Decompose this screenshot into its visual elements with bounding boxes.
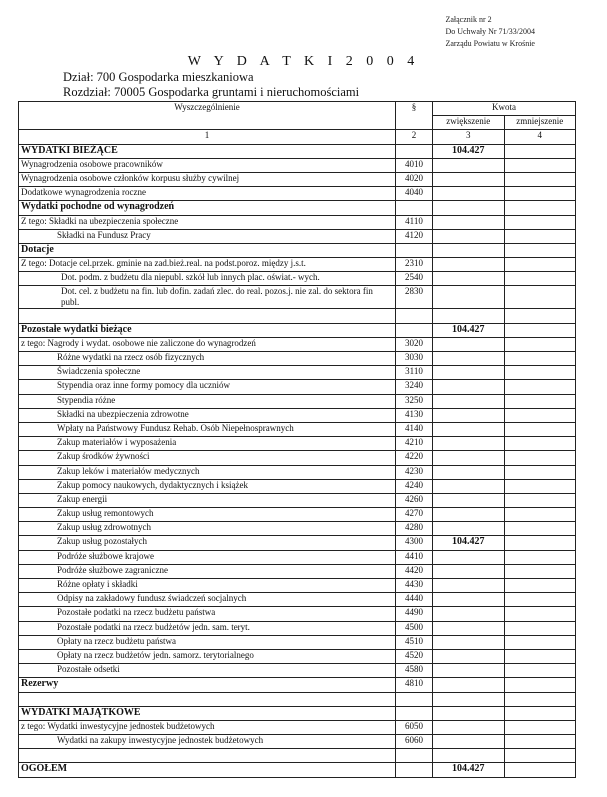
- spacer-cell: [433, 309, 505, 323]
- row-paragraph: 4220: [396, 451, 433, 465]
- row-label: Wydatki na zakupy inwestycyjne jednostek budżetowych: [19, 735, 396, 749]
- table-row: [19, 706, 576, 720]
- row-increase: [433, 215, 505, 229]
- spacer-cell: [396, 309, 433, 323]
- row-paragraph: 4230: [396, 465, 433, 479]
- spacer-cell: [396, 692, 433, 706]
- row-decrease: [504, 380, 576, 394]
- row-paragraph: 3250: [396, 394, 433, 408]
- row-increase: [433, 437, 505, 451]
- row-paragraph: 4490: [396, 607, 433, 621]
- row-label: Różne wydatki na rzecz osób fizycznych: [19, 352, 396, 366]
- row-paragraph: [396, 201, 433, 215]
- row-paragraph: 3110: [396, 366, 433, 380]
- row-paragraph: 4210: [396, 437, 433, 451]
- row-paragraph: 2540: [396, 272, 433, 286]
- table-row: [19, 258, 576, 272]
- row-label: Dodatkowe wynagrodzenia roczne: [19, 187, 396, 201]
- row-decrease: [504, 422, 576, 436]
- row-decrease: [504, 621, 576, 635]
- row-label: WYDATKI BIEŻĄCE: [19, 144, 396, 158]
- note-line: Do Uchwały Nr 71/33/2004: [445, 27, 535, 36]
- row-label: Odpisy na zakładowy fundusz świadczeń socjalnych: [19, 593, 396, 607]
- row-increase: [433, 479, 505, 493]
- table-row: [19, 437, 576, 451]
- row-label: Pozostałe wydatki bieżące: [19, 323, 396, 337]
- table-row: [19, 465, 576, 479]
- col-header-decrease: zmniejszenie: [504, 116, 576, 130]
- row-label: Rezerwy: [19, 678, 396, 692]
- table-row: [19, 172, 576, 186]
- row-paragraph: 4280: [396, 522, 433, 536]
- row-increase: [433, 564, 505, 578]
- row-label: Zakup usług pozostałych: [19, 536, 396, 550]
- col-header-increase: zwiększenie: [433, 116, 505, 130]
- col-header-amount: Kwota: [433, 102, 576, 116]
- row-increase: [433, 380, 505, 394]
- table-row: [19, 735, 576, 749]
- row-increase: [433, 158, 505, 172]
- spacer-cell: [396, 749, 433, 763]
- row-decrease: [504, 564, 576, 578]
- row-paragraph: 4440: [396, 593, 433, 607]
- row-increase: [433, 735, 505, 749]
- row-increase: [433, 522, 505, 536]
- row-paragraph: 4500: [396, 621, 433, 635]
- row-increase: [433, 172, 505, 186]
- row-increase: [433, 706, 505, 720]
- col-number: 4: [504, 130, 576, 144]
- row-increase: [433, 579, 505, 593]
- row-increase: [433, 243, 505, 257]
- row-label: Zakup usług zdrowotnych: [19, 522, 396, 536]
- table-row: [19, 579, 576, 593]
- table-row: [19, 678, 576, 692]
- row-label: Zakup pomocy naukowych, dydaktycznych i książek: [19, 479, 396, 493]
- row-label: Podróże służbowe zagraniczne: [19, 564, 396, 578]
- row-decrease: [504, 579, 576, 593]
- table-row: [19, 451, 576, 465]
- table-row: [19, 187, 576, 201]
- row-paragraph: 4120: [396, 229, 433, 243]
- row-paragraph: 3020: [396, 337, 433, 351]
- document-title: W Y D A T K I 2 0 0 4: [187, 54, 420, 69]
- spacer-row: [19, 749, 576, 763]
- row-increase: [433, 366, 505, 380]
- table-row: [19, 649, 576, 663]
- row-decrease: [504, 607, 576, 621]
- row-paragraph: 4140: [396, 422, 433, 436]
- table-row: [19, 286, 576, 309]
- table-row: [19, 229, 576, 243]
- row-label: Wynagrodzenia osobowe pracowników: [19, 158, 396, 172]
- row-decrease: [504, 508, 576, 522]
- table-row: [19, 479, 576, 493]
- row-label: Opłaty na rzecz budżetu państwa: [19, 635, 396, 649]
- row-decrease: [504, 215, 576, 229]
- row-increase: [433, 607, 505, 621]
- row-paragraph: 4020: [396, 172, 433, 186]
- row-increase: 104.427: [433, 763, 505, 777]
- spacer-cell: [433, 749, 505, 763]
- row-decrease: [504, 366, 576, 380]
- table-row: [19, 536, 576, 550]
- row-paragraph: [396, 706, 433, 720]
- table-row: [19, 144, 576, 158]
- row-paragraph: 4510: [396, 635, 433, 649]
- row-label: Stypendia różne: [19, 394, 396, 408]
- row-increase: [433, 272, 505, 286]
- row-decrease: [504, 678, 576, 692]
- row-label: Zakup materiałów i wyposażenia: [19, 437, 396, 451]
- row-decrease: [504, 536, 576, 550]
- row-increase: [433, 720, 505, 734]
- row-increase: [433, 649, 505, 663]
- row-paragraph: 6060: [396, 735, 433, 749]
- rozdzial-label: Rozdział: 70005 Gospodarka gruntami i nieruchomościami: [63, 85, 360, 99]
- row-paragraph: 4300: [396, 536, 433, 550]
- table-row: [19, 380, 576, 394]
- row-paragraph: 4580: [396, 664, 433, 678]
- row-paragraph: 4040: [396, 187, 433, 201]
- table-row: [19, 593, 576, 607]
- row-label: Z tego: Składki na ubezpieczenia społeczne: [19, 215, 396, 229]
- row-paragraph: 4410: [396, 550, 433, 564]
- row-paragraph: 4010: [396, 158, 433, 172]
- row-increase: [433, 422, 505, 436]
- row-increase: [433, 678, 505, 692]
- row-paragraph: 4240: [396, 479, 433, 493]
- col-number: 1: [19, 130, 396, 144]
- row-decrease: [504, 763, 576, 777]
- row-paragraph: 6050: [396, 720, 433, 734]
- table-row: [19, 323, 576, 337]
- row-decrease: [504, 649, 576, 663]
- row-decrease: [504, 451, 576, 465]
- row-paragraph: [396, 763, 433, 777]
- table-row: [19, 522, 576, 536]
- row-increase: [433, 258, 505, 272]
- row-paragraph: 4420: [396, 564, 433, 578]
- spacer-cell: [19, 692, 396, 706]
- row-label: OGÓŁEM: [19, 763, 396, 777]
- row-decrease: [504, 465, 576, 479]
- row-decrease: [504, 158, 576, 172]
- row-increase: [433, 550, 505, 564]
- row-decrease: [504, 635, 576, 649]
- row-decrease: [504, 337, 576, 351]
- row-increase: [433, 493, 505, 507]
- spacer-cell: [19, 309, 396, 323]
- table-row: [19, 635, 576, 649]
- row-label: Pozostałe podatki na rzecz budżetów jedn. sam. teryt.: [19, 621, 396, 635]
- row-decrease: [504, 522, 576, 536]
- row-label: Pozostałe podatki na rzecz budżetu państwa: [19, 607, 396, 621]
- row-decrease: [504, 323, 576, 337]
- row-decrease: [504, 735, 576, 749]
- row-paragraph: 4810: [396, 678, 433, 692]
- row-decrease: [504, 172, 576, 186]
- table-row: [19, 243, 576, 257]
- spacer-cell: [504, 309, 576, 323]
- row-decrease: [504, 258, 576, 272]
- row-increase: [433, 229, 505, 243]
- row-label: Zakup energii: [19, 493, 396, 507]
- row-increase: [433, 352, 505, 366]
- spacer-row: [19, 692, 576, 706]
- spacer-cell: [504, 749, 576, 763]
- row-label: Składki na Fundusz Pracy: [19, 229, 396, 243]
- spacer-cell: [19, 749, 396, 763]
- row-paragraph: 4130: [396, 408, 433, 422]
- row-label: Świadczenia społeczne: [19, 366, 396, 380]
- col-number: 3: [433, 130, 505, 144]
- row-decrease: [504, 201, 576, 215]
- row-increase: 104.427: [433, 144, 505, 158]
- table-row: [19, 550, 576, 564]
- table-row: [19, 394, 576, 408]
- table-row: [19, 493, 576, 507]
- note-line: Załącznik nr 2: [445, 15, 492, 24]
- row-label: Dot. cel. z budżetu na fin. lub dofin. zadań zlec. do real. pozos.j. nie zal. do sektora fin publ.: [19, 286, 396, 309]
- table-row: [19, 564, 576, 578]
- row-paragraph: 4260: [396, 493, 433, 507]
- row-label: Dot. podm. z budżetu dla niepubl. szkół lub innych plac. oświat.- wych.: [19, 272, 396, 286]
- attachment-note: [445, 14, 535, 50]
- row-label: Zakup środków żywności: [19, 451, 396, 465]
- col-header-paragraph: §: [396, 102, 433, 130]
- row-label: Podróże służbowe krajowe: [19, 550, 396, 564]
- row-label: Wpłaty na Państwowy Fundusz Rehab. Osób Niepełnosprawnych: [19, 422, 396, 436]
- row-label: z tego: Nagrody i wydat. osobowe nie zaliczone do wynagrodzeń: [19, 337, 396, 351]
- row-paragraph: 2830: [396, 286, 433, 309]
- row-paragraph: [396, 243, 433, 257]
- row-increase: [433, 337, 505, 351]
- row-decrease: [504, 243, 576, 257]
- row-decrease: [504, 187, 576, 201]
- col-header-description: Wyszczególnienie: [19, 102, 396, 130]
- table-row: [19, 352, 576, 366]
- row-decrease: [504, 479, 576, 493]
- row-increase: [433, 187, 505, 201]
- row-paragraph: 3240: [396, 380, 433, 394]
- row-label: WYDATKI MAJĄTKOWE: [19, 706, 396, 720]
- table-row: [19, 337, 576, 351]
- dzial-label: Dział: 700 Gospodarka mieszkaniowa: [63, 70, 254, 84]
- row-increase: [433, 508, 505, 522]
- row-label: Zakup leków i materiałów medycznych: [19, 465, 396, 479]
- row-increase: [433, 664, 505, 678]
- row-paragraph: 4110: [396, 215, 433, 229]
- row-increase: [433, 621, 505, 635]
- row-decrease: [504, 286, 576, 309]
- table-row: [19, 720, 576, 734]
- table-row: [19, 607, 576, 621]
- row-paragraph: 4430: [396, 579, 433, 593]
- row-decrease: [504, 706, 576, 720]
- row-decrease: [504, 408, 576, 422]
- expenses-table: [18, 101, 576, 778]
- row-label: Opłaty na rzecz budżetów jedn. samorz. terytorialnego: [19, 649, 396, 663]
- row-decrease: [504, 720, 576, 734]
- row-decrease: [504, 394, 576, 408]
- row-decrease: [504, 352, 576, 366]
- row-paragraph: [396, 323, 433, 337]
- row-decrease: [504, 593, 576, 607]
- row-label: Różne opłaty i składki: [19, 579, 396, 593]
- row-increase: [433, 394, 505, 408]
- row-increase: [433, 635, 505, 649]
- row-decrease: [504, 664, 576, 678]
- row-label: Wynagrodzenia osobowe członków korpusu służby cywilnej: [19, 172, 396, 186]
- table-row: [19, 366, 576, 380]
- row-label: Pozostałe odsetki: [19, 664, 396, 678]
- table-row: [19, 508, 576, 522]
- row-paragraph: 3030: [396, 352, 433, 366]
- table-row: [19, 664, 576, 678]
- row-paragraph: [396, 144, 433, 158]
- row-increase: [433, 408, 505, 422]
- row-decrease: [504, 229, 576, 243]
- row-decrease: [504, 550, 576, 564]
- row-label: Z tego: Dotacje cel.przek. gminie na zad.bież.real. na podst.poroz. między j.s.t.: [19, 258, 396, 272]
- row-increase: [433, 593, 505, 607]
- row-increase: [433, 201, 505, 215]
- row-increase: [433, 465, 505, 479]
- row-decrease: [504, 437, 576, 451]
- spacer-cell: [504, 692, 576, 706]
- row-label: Wydatki pochodne od wynagrodzeń: [19, 201, 396, 215]
- row-increase: [433, 451, 505, 465]
- row-paragraph: 4520: [396, 649, 433, 663]
- row-decrease: [504, 493, 576, 507]
- row-increase: [433, 286, 505, 309]
- table-row: [19, 158, 576, 172]
- table-row: [19, 763, 576, 777]
- col-number: 2: [396, 130, 433, 144]
- spacer-cell: [433, 692, 505, 706]
- row-paragraph: 2310: [396, 258, 433, 272]
- table-row: [19, 272, 576, 286]
- spacer-row: [19, 309, 576, 323]
- row-label: Dotacje: [19, 243, 396, 257]
- row-label: Składki na ubezpieczenia zdrowotne: [19, 408, 396, 422]
- table-row: [19, 408, 576, 422]
- table-row: [19, 201, 576, 215]
- row-decrease: [504, 272, 576, 286]
- row-label: Stypendia oraz inne formy pomocy dla uczniów: [19, 380, 396, 394]
- section-info: [63, 70, 359, 100]
- table-row: [19, 422, 576, 436]
- note-line: Zarządu Powiatu w Krośnie: [445, 39, 535, 48]
- row-paragraph: 4270: [396, 508, 433, 522]
- table-row: [19, 621, 576, 635]
- row-increase: 104.427: [433, 323, 505, 337]
- row-decrease: [504, 144, 576, 158]
- table-row: [19, 215, 576, 229]
- row-increase: 104.427: [433, 536, 505, 550]
- row-label: z tego: Wydatki inwestycyjne jednostek budżetowych: [19, 720, 396, 734]
- row-label: Zakup usług remontowych: [19, 508, 396, 522]
